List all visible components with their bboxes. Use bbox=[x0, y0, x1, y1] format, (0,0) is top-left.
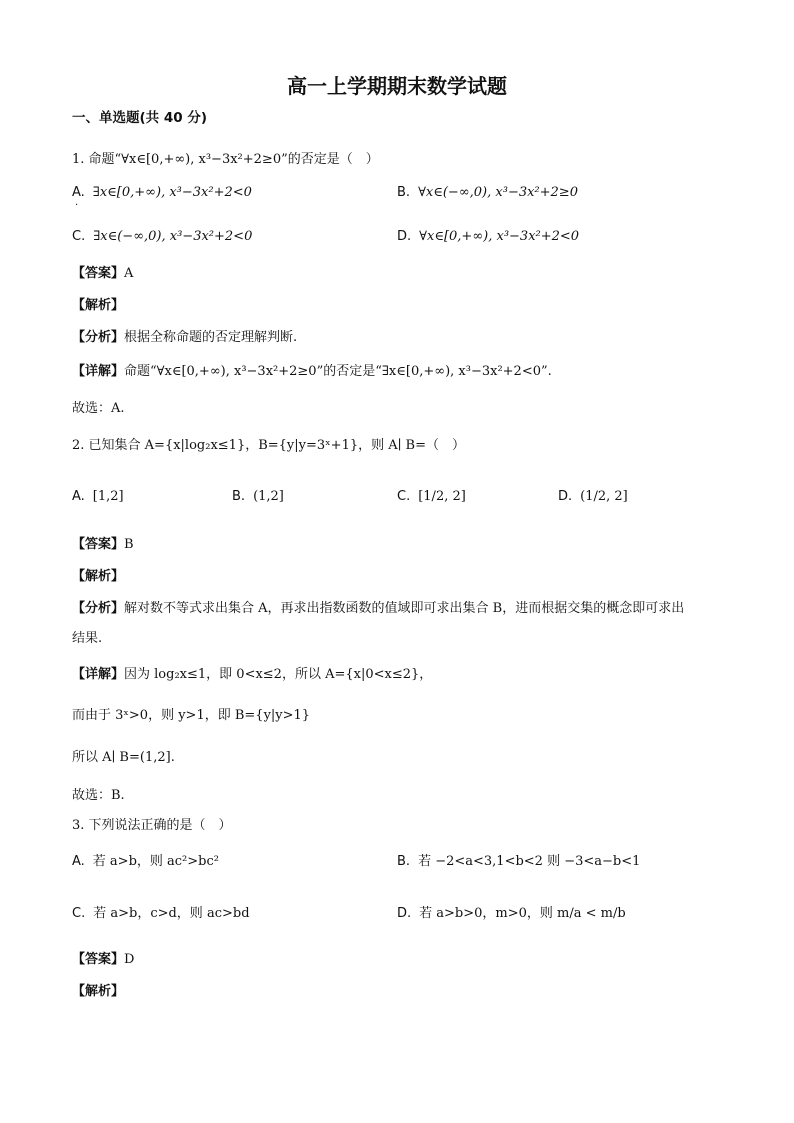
option-label: A. bbox=[72, 854, 85, 869]
option-label: C. bbox=[72, 906, 86, 921]
option-text: ∃x∈(−∞,0), x³−3x²+2<0 bbox=[93, 229, 253, 244]
q3-option-c bbox=[72, 904, 250, 924]
fenxi-text: 解对数不等式求出集合 A，再求出指数函数的值域即可求出集合 B，进而根据交集的概念即可求出 bbox=[124, 601, 685, 616]
detail-text: 因为 log₂x≤1，即 0<x≤2，所以 A={x|0<x≤2}， bbox=[124, 667, 433, 682]
option-text: [1/2, 2] bbox=[418, 489, 466, 504]
stray-dot: . bbox=[75, 197, 79, 208]
option-text: 若 a>b>0，m>0，则 m/a < m/b bbox=[419, 906, 626, 921]
q2-detail-line3: 所以 A∣ B=(1,2]. bbox=[72, 750, 175, 765]
option-text: 若 −2<a<3,1<b<2 则 −3<a−b<1 bbox=[418, 854, 641, 869]
option-label: B. bbox=[397, 185, 411, 200]
q1-fenxi bbox=[72, 328, 297, 348]
answer-tag: 【答案】 bbox=[72, 266, 125, 281]
option-text: ∀x∈(−∞,0), x³−3x²+2≥0 bbox=[418, 185, 578, 200]
q2-answer bbox=[72, 535, 134, 555]
q3-option-d bbox=[397, 904, 626, 924]
option-label: C. bbox=[397, 489, 411, 504]
q2-analysis-tag: 【解析】 bbox=[72, 569, 125, 584]
q1-detail bbox=[72, 362, 552, 382]
fenxi-tag: 【分析】 bbox=[72, 330, 125, 345]
option-label: A. bbox=[72, 489, 85, 504]
q1-stem: 1. 命题“∀x∈[0,+∞), x³−3x²+2≥0”的否定是（ ） bbox=[72, 152, 379, 167]
q1-option-a bbox=[72, 183, 252, 203]
q2-option-a bbox=[72, 487, 124, 507]
q2-stem: 2. 已知集合 A={x|log₂x≤1}，B={y|y=3ˣ+1}，则 A∣ B=（ ） bbox=[72, 438, 465, 453]
q2-option-b bbox=[232, 487, 284, 507]
q2-option-d bbox=[558, 487, 628, 507]
option-label: D. bbox=[397, 906, 412, 921]
q3-option-a bbox=[72, 852, 219, 872]
answer-value: D bbox=[124, 952, 135, 967]
option-text: (1,2] bbox=[253, 489, 284, 504]
q1-conclusion: 故选：A. bbox=[72, 401, 125, 416]
q1-option-c bbox=[72, 227, 252, 247]
option-label: B. bbox=[232, 489, 246, 504]
option-text: ∃x∈[0,+∞), x³−3x²+2<0 bbox=[92, 185, 252, 200]
answer-tag: 【答案】 bbox=[72, 537, 125, 552]
detail-tag: 【详解】 bbox=[72, 364, 125, 379]
q1-answer bbox=[72, 264, 133, 284]
option-text: (1/2, 2] bbox=[580, 489, 628, 504]
option-label: C. bbox=[72, 229, 86, 244]
q2-fenxi bbox=[72, 599, 684, 619]
q1-analysis-tag: 【解析】 bbox=[72, 298, 125, 313]
q3-option-b bbox=[397, 852, 640, 872]
q2-detail bbox=[72, 665, 432, 685]
answer-value: A bbox=[124, 266, 134, 281]
q1-option-b bbox=[397, 183, 578, 203]
q3-stem: 3. 下列说法正确的是（ ） bbox=[72, 818, 232, 833]
option-label: D. bbox=[397, 229, 412, 244]
answer-tag: 【答案】 bbox=[72, 952, 125, 967]
option-label: B. bbox=[397, 854, 411, 869]
q2-fenxi-cont: 结果. bbox=[72, 631, 103, 646]
option-text: [1,2] bbox=[92, 489, 124, 504]
answer-value: B bbox=[124, 537, 134, 552]
fenxi-tag: 【分析】 bbox=[72, 601, 125, 616]
option-text: 若 a>b，c>d，则 ac>bd bbox=[93, 906, 250, 921]
detail-text: 命题“∀x∈[0,+∞), x³−3x²+2≥0”的否定是“∃x∈[0,+∞), x³−3x²+2<0”. bbox=[124, 364, 552, 379]
q2-detail-line2: 而由于 3ˣ>0，则 y>1，即 B={y|y>1} bbox=[72, 708, 311, 723]
option-label: A. bbox=[72, 185, 85, 200]
option-text: 若 a>b，则 ac²>bc² bbox=[92, 854, 219, 869]
q3-answer bbox=[72, 950, 134, 970]
page-title: 高一上学期期末数学试题 bbox=[287, 74, 507, 98]
fenxi-text: 根据全称命题的否定理解判断. bbox=[124, 330, 298, 345]
section-heading: 一、单选题(共 40 分) bbox=[72, 110, 208, 126]
detail-tag: 【详解】 bbox=[72, 667, 125, 682]
q2-option-c bbox=[397, 487, 466, 507]
q3-analysis-tag: 【解析】 bbox=[72, 984, 125, 999]
option-label: D. bbox=[558, 489, 573, 504]
option-text: ∀x∈[0,+∞), x³−3x²+2<0 bbox=[419, 229, 580, 244]
q2-conclusion: 故选：B. bbox=[72, 788, 125, 803]
q1-option-d bbox=[397, 227, 579, 247]
